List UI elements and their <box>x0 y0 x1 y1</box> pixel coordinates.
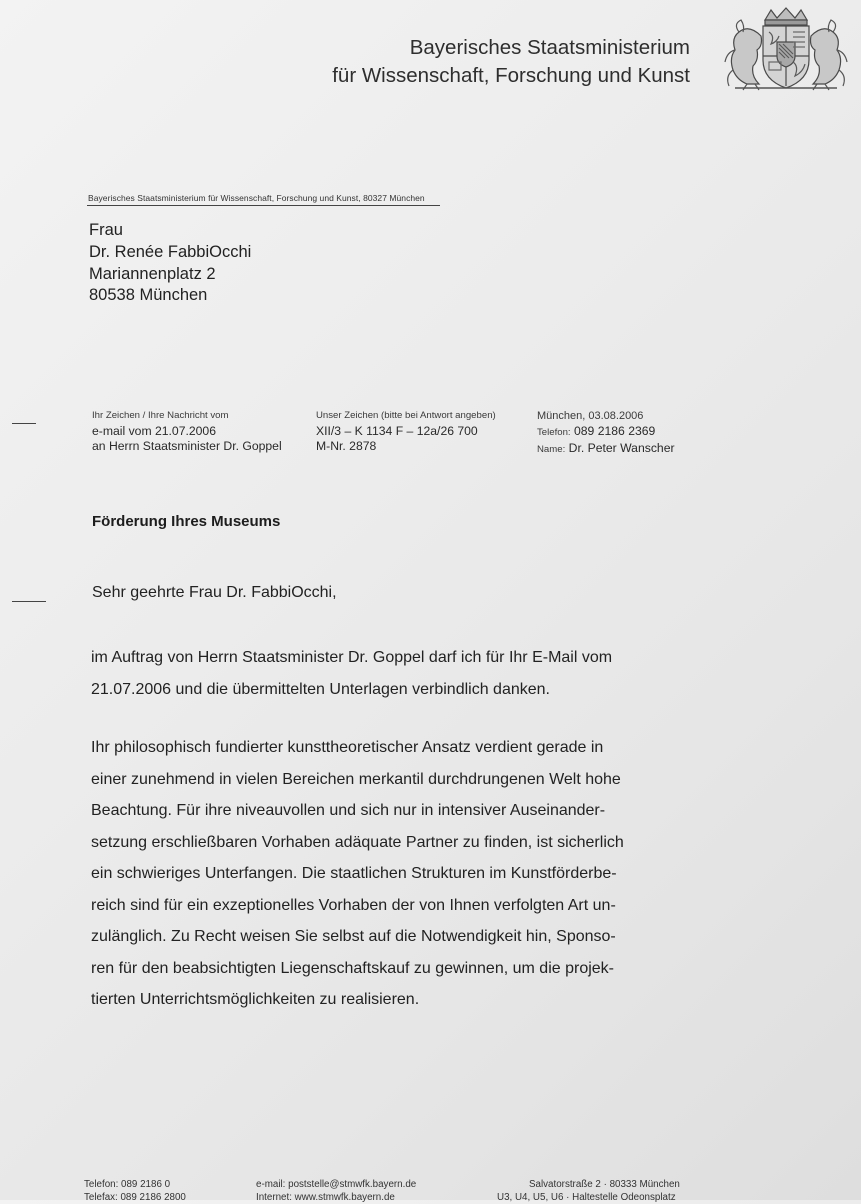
your-reference-line-1: e-mail vom 21.07.2006 <box>92 424 282 439</box>
sender-info <box>537 409 675 457</box>
name-value: Dr. Peter Wanscher <box>569 441 675 455</box>
sender-name <box>537 441 675 458</box>
recipient-address <box>89 220 251 307</box>
recipient-street: Mariannenplatz 2 <box>89 264 251 286</box>
body-paragraph-2: Ihr philosophisch fundierter kunsttheoretischer Ansatz verdient gerade in einer zunehmend in vielen Bereichen merkantil durchdrungenen Welt hohe Beachtung. Für ihre niveauvollen und sich nur in intensiver Auseinander- setzung erschließbaren Vorhaben adäquate Partner zu finden, ist sicherlich ein schwieriges Unterfangen. Die staatlichen Strukturen im Kunstförderbe- reich sind für ein exzeptionelles Vorhaben der von Ihnen verfolgten Art un- zulänglich. Zu Recht weisen Sie selbst auf die Notwendigkeit hin, Sponso- ren für den beabsichtigten Liegenschaftskauf zu gewinnen, um die projek- tierten Unterrichtsmöglichkeiten zu realisieren. <box>91 732 711 1016</box>
footer-phone-block <box>84 1179 186 1204</box>
your-reference <box>92 409 282 453</box>
return-address-underline <box>87 205 440 206</box>
footer-email: e-mail: poststelle@stmwfk.bayern.de <box>256 1179 416 1192</box>
recipient-salutation: Frau <box>89 220 251 242</box>
name-label: Name: <box>537 444 565 455</box>
footer-internet: Internet: www.stmwfk.bayern.de <box>256 1192 416 1204</box>
footer-web-block <box>256 1179 416 1204</box>
our-reference-line-2: M-Nr. 2878 <box>316 439 496 454</box>
bavarian-coat-of-arms-icon <box>721 6 851 92</box>
recipient-name: Dr. Renée FabbiOcchi <box>89 242 251 264</box>
letterhead-line-1: Bayerisches Staatsministerium <box>332 34 690 62</box>
footer-telefon: Telefon: 089 2186 0 <box>84 1179 186 1192</box>
fold-mark-upper <box>12 423 36 424</box>
date-place: München, 03.08.2006 <box>537 409 675 424</box>
our-reference-line-1: XII/3 – K 1134 F – 12a/26 700 <box>316 424 496 439</box>
your-reference-line-2: an Herrn Staatsminister Dr. Goppel <box>92 439 282 454</box>
footer-address-block <box>497 1179 680 1204</box>
our-reference-label: Unser Zeichen (bitte bei Antwort angeben) <box>316 409 496 424</box>
your-reference-label: Ihr Zeichen / Ihre Nachricht vom <box>92 409 282 424</box>
footer-telefax: Telefax: 089 2186 2800 <box>84 1192 186 1204</box>
body-paragraph-1: im Auftrag von Herrn Staatsminister Dr. Goppel darf ich für Ihr E-Mail vom 21.07.2006 und die übermittelten Unterlagen verbindlich danken. <box>91 642 711 705</box>
footer-address: Salvatorstraße 2 · 80333 München <box>497 1179 680 1192</box>
recipient-city: 80538 München <box>89 285 251 307</box>
phone-label: Telefon: <box>537 427 571 438</box>
letterhead-title <box>332 34 690 90</box>
letter-salutation: Sehr geehrte Frau Dr. FabbiOcchi, <box>92 584 337 602</box>
return-address: Bayerisches Staatsministerium für Wissenschaft, Forschung und Kunst, 80327 München <box>88 193 425 203</box>
sender-phone <box>537 424 675 441</box>
phone-value: 089 2186 2369 <box>574 424 655 438</box>
letter-subject: Förderung Ihres Museums <box>92 513 280 530</box>
letterhead-line-2: für Wissenschaft, Forschung und Kunst <box>332 62 690 90</box>
our-reference <box>316 409 496 453</box>
fold-mark-lower <box>12 601 46 602</box>
footer-transit: U3, U4, U5, U6 · Haltestelle Odeonsplatz <box>497 1192 680 1204</box>
